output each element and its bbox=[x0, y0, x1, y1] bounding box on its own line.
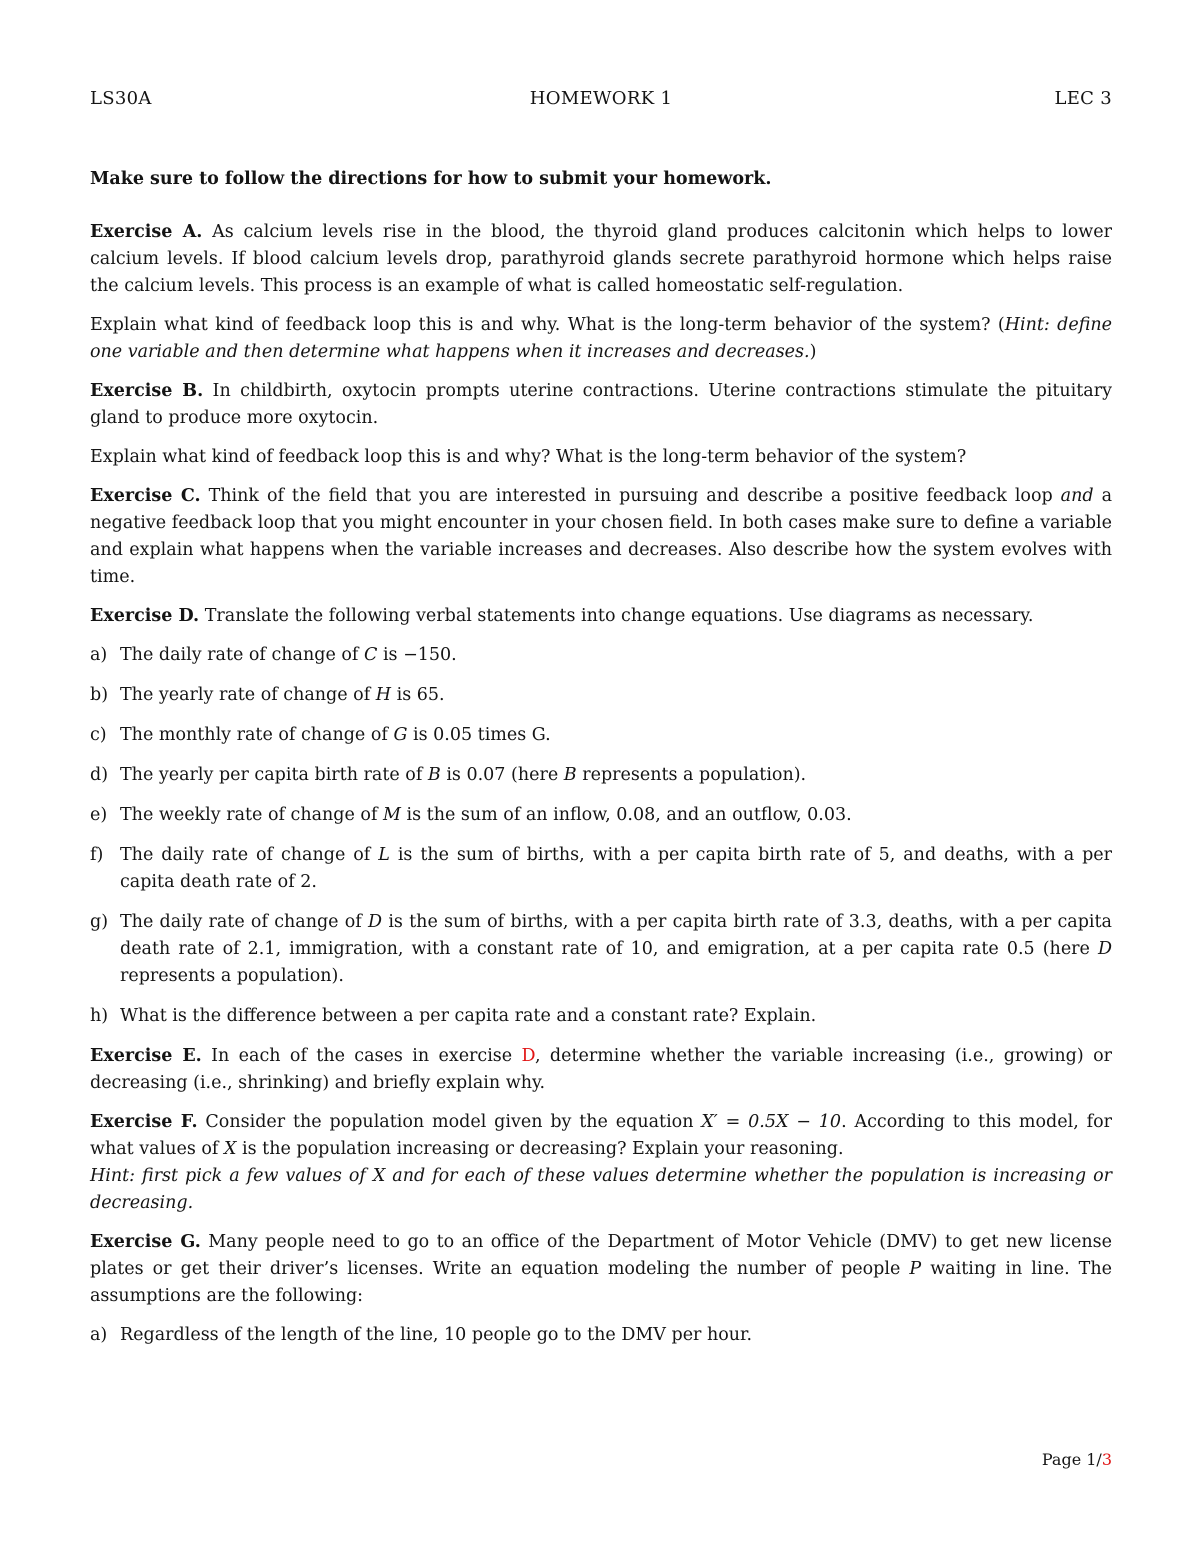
exercise-a-text: As calcium levels rise in the blood, the thyroid gland produces calcitonin which helps to lower calcium levels. If blood calcium levels drop, parathyroid glands secrete parathyroid hormone which helps raise the calcium levels. This process is an example of what is called homeostatic self-regulation. bbox=[90, 222, 1112, 296]
exercise-f: Exercise F. Consider the population model given by the equation X′ = 0.5X − 10. According to this model, for what values of X is the population increasing or decreasing? Explain your reasoning. bbox=[90, 1112, 1112, 1159]
list-item: a) The daily rate of change of C is −150. bbox=[90, 645, 457, 665]
total-pages-link[interactable]: 3 bbox=[1101, 1450, 1112, 1469]
exercise-b-question: Explain what kind of feedback loop this is and why? What is the long-term behavior of the system? bbox=[90, 447, 967, 467]
list-item: d) The yearly per capita birth rate of B is 0.07 (here B represents a population). bbox=[90, 765, 807, 785]
hint-text: define one variable and then determine what happens when it increases and decreases. bbox=[90, 315, 1112, 362]
course-code: LS30A bbox=[90, 88, 152, 109]
exercise-e: Exercise E. In each of the cases in exercise D, determine whether the variable increasing (i.e., growing) or decreasing (i.e., shrinking) and briefly explain why. bbox=[90, 1046, 1112, 1093]
exercise-g-label: Exercise G. bbox=[90, 1232, 201, 1252]
list-item: h) What is the difference between a per capita rate and a constant rate? Explain. bbox=[90, 1006, 817, 1026]
hint-label: Hint: bbox=[1004, 315, 1050, 335]
list-item: b) The yearly rate of change of H is 65. bbox=[90, 685, 445, 705]
document-body bbox=[90, 166, 1112, 1362]
exercise-c: Exercise C. Think of the field that you are interested in pursuing and describe a positive feedback loop and a negative feedback loop that you might encounter in your chosen field. In both cases make sure to define a variable and explain what happens when the variable increases and decreases. Also describe how the system evolves with time. bbox=[90, 486, 1112, 587]
list-item: a) Regardless of the length of the line, 10 people go to the DMV per hour. bbox=[90, 1325, 753, 1345]
list-item: g) The daily rate of change of D is the sum of births, with a per capita birth rate of 3.3, deaths, with a per capita death rate of 2.1, immigration, with a constant rate of 10, and emigration, at a per capita rate 0.5 (here D represents a population). bbox=[90, 912, 1112, 986]
lecture-number: LEC 3 bbox=[1054, 88, 1112, 109]
page-number: Page 1/3 bbox=[1041, 1450, 1112, 1469]
exercise-b bbox=[90, 378, 1112, 432]
exercise-g: Exercise G. Many people need to go to an office of the Department of Motor Vehicle (DMV) to get new license plates or get their driver’s licenses. Write an equation modeling the number of people P waiting in line. The assumptions are the following: bbox=[90, 1232, 1112, 1306]
document-page bbox=[90, 0, 1112, 1553]
exercise-b-label: Exercise B. bbox=[90, 381, 204, 401]
header-title: HOMEWORK 1 bbox=[529, 88, 673, 109]
exercise-d: Exercise D. Translate the following verbal statements into change equations. Use diagrams as necessary. bbox=[90, 606, 1034, 626]
exercise-a bbox=[90, 219, 1112, 300]
exercise-a-question: Explain what kind of feedback loop this is and why. What is the long-term behavior of the system? (Hint: define one variable and then determine what happens when it increases and decreases.) bbox=[90, 315, 1112, 362]
exercise-b-text: In childbirth, oxytocin prompts uterine contractions. Uterine contractions stimulate the pituitary gland to produce more oxytocin. bbox=[90, 381, 1112, 428]
exercise-e-label: Exercise E. bbox=[90, 1046, 202, 1066]
list-item: e) The weekly rate of change of M is the sum of an inflow, 0.08, and an outflow, 0.03. bbox=[90, 805, 852, 825]
list-item: f) The daily rate of change of L is the sum of births, with a per capita birth rate of 5, and deaths, with a per capita death rate of 2. bbox=[90, 845, 1112, 892]
exercise-f-hint: Hint: first pick a few values of X and for each of these values determine whether the population is increasing or decreasing. bbox=[90, 1166, 1112, 1213]
intro-instruction: Make sure to follow the directions for how to submit your homework. bbox=[90, 169, 772, 189]
equation: X′ = 0.5X − 10 bbox=[701, 1112, 842, 1132]
page-header bbox=[90, 88, 1112, 118]
exercise-d-reference-link[interactable]: D bbox=[521, 1046, 535, 1066]
exercise-c-label: Exercise C. bbox=[90, 486, 201, 506]
list-item: c) The monthly rate of change of G is 0.05 times G. bbox=[90, 725, 551, 745]
exercise-f-label: Exercise F. bbox=[90, 1112, 198, 1132]
exercise-a-label: Exercise A. bbox=[90, 222, 203, 242]
exercise-d-label: Exercise D. bbox=[90, 606, 200, 626]
